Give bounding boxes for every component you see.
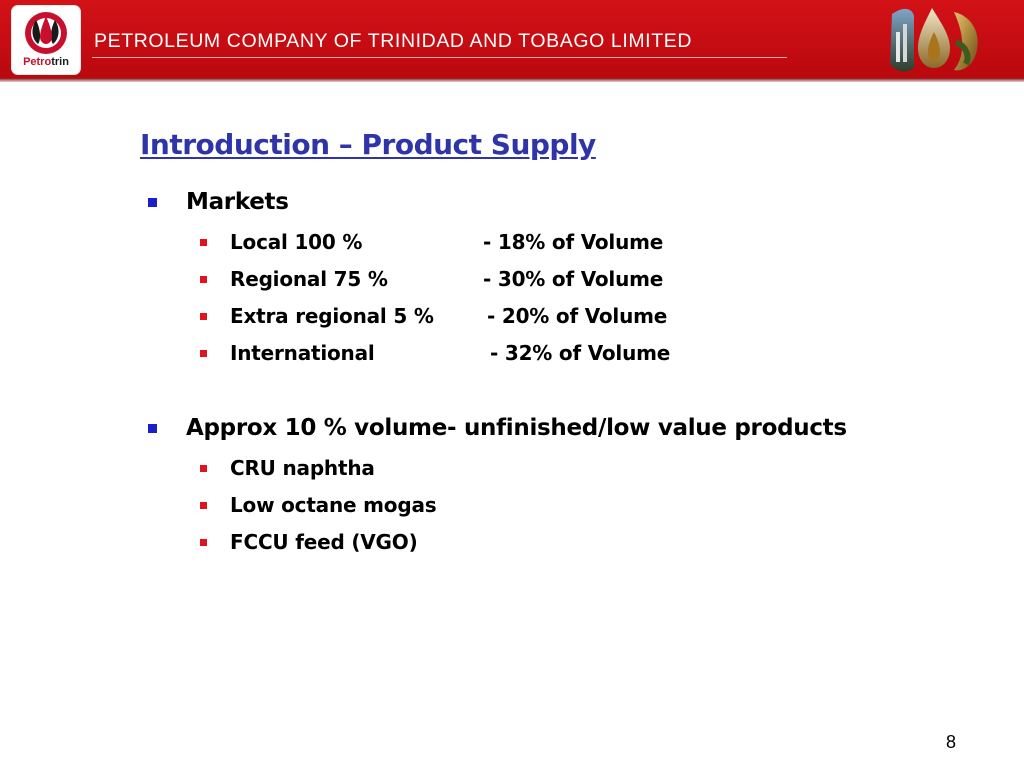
oil-drop-logo-icon <box>22 10 70 56</box>
list-item-value: - 20% of Volume <box>487 304 668 328</box>
list-item-value: - 30% of Volume <box>483 267 664 291</box>
header-divider <box>92 57 787 58</box>
list-item-value: - 18% of Volume <box>483 230 664 254</box>
refinery-collage-art <box>884 2 988 78</box>
list-item-value: - 32% of Volume <box>490 341 671 365</box>
header-banner <box>0 0 1024 78</box>
bullet-unfinished-products-text: Approx 10 % volume- unfinished/low value products <box>186 415 847 441</box>
logo-text-trin: trin <box>51 56 69 68</box>
bullet-markets-text: Markets <box>186 189 289 215</box>
list-item-label: FCCU feed (VGO) <box>230 530 418 554</box>
list-item-label: Regional 75 % <box>230 267 388 291</box>
company-logo <box>12 6 80 74</box>
logo-wordmark <box>12 56 80 68</box>
slide-title: Introduction – Product Supply <box>140 128 596 161</box>
list-item-label: Extra regional 5 % <box>230 304 434 328</box>
page-number: 8 <box>946 732 957 752</box>
list-item-label: Local 100 % <box>230 230 363 254</box>
header-bottom-edge <box>0 78 1024 82</box>
list-item-label: CRU naphtha <box>230 456 375 480</box>
list-item-label: International <box>230 341 375 365</box>
company-name: PETROLEUM COMPANY OF TRINIDAD AND TOBAGO LIMITED <box>94 30 693 52</box>
list-item-label: Low octane mogas <box>230 493 437 517</box>
logo-text-petro: Petro <box>23 56 52 68</box>
